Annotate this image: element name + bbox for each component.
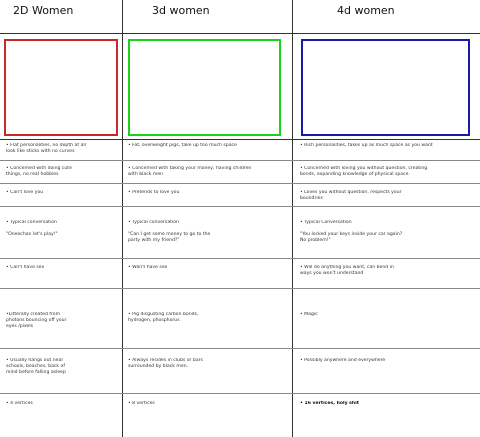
cell-line: things, no real hobbies	[6, 172, 59, 177]
cell-line: • 16 vertices, holy shit	[300, 401, 359, 406]
row-divider	[0, 160, 480, 161]
cell-sex-3d	[128, 265, 288, 271]
cell-line: • Will do anything you want, can bend in	[300, 265, 394, 270]
cell-appearance-3d	[128, 143, 288, 149]
cell-line: • Magic	[300, 312, 318, 317]
cell-line: • 4 vertices	[6, 401, 33, 406]
cell-line: • Concerned with doing cute	[6, 166, 72, 171]
cell-line: • Always resides in clubs or bars	[128, 358, 203, 363]
cell-vertices-3d	[128, 401, 288, 407]
cell-conversation-4d	[300, 220, 476, 244]
cell-line: • Fat, overweight pigs, take up too much space	[128, 143, 237, 148]
cell-origin-4d	[300, 312, 476, 318]
row-divider	[0, 393, 480, 394]
cell-line: • Possibly anywhere and everywhere	[300, 358, 386, 363]
cell-line: party with my friend?"	[128, 238, 180, 243]
cell-line: "You locked your keys inside your car again?	[300, 232, 403, 237]
cell-line: No problem!"	[300, 238, 331, 243]
picture-box-3d	[128, 39, 281, 136]
cell-location-4d	[300, 358, 476, 364]
cell-line: • Pretends to love you	[128, 190, 180, 195]
cell-line: photons bouncing off your	[6, 318, 67, 323]
cell-vertices-2d	[6, 401, 118, 407]
cell-location-3d	[128, 358, 288, 370]
cell-line: • Typical conversation	[128, 220, 179, 225]
column-divider-2	[292, 0, 293, 437]
row-divider	[0, 258, 480, 259]
cell-concerns-3d	[128, 166, 288, 178]
cell-line: eyes /pixels	[6, 324, 34, 329]
cell-concerns-2d	[6, 166, 118, 178]
row-divider	[0, 183, 480, 184]
row-divider	[0, 288, 480, 289]
cell-line: •Litterally created from	[6, 312, 61, 317]
cell-line: hydrogen, phosphorus	[128, 318, 180, 323]
cell-love-2d	[6, 190, 118, 196]
cell-line: • Won't have sex	[128, 265, 168, 270]
cell-appearance-2d	[6, 143, 118, 155]
cell-line: boundries	[300, 196, 323, 201]
cell-line: with black men	[128, 172, 164, 177]
cell-line: • Can't have sex	[6, 265, 45, 270]
cell-conversation-2d	[6, 220, 118, 238]
cell-love-4d	[300, 190, 476, 202]
cell-line: look like sticks with no curves	[6, 149, 75, 154]
cell-line: • Rich personalities, takes up as much space as you want	[300, 143, 433, 148]
box-row-divider	[0, 139, 480, 140]
cell-sex-4d	[300, 265, 476, 277]
cell-origin-3d	[128, 312, 288, 324]
cell-love-3d	[128, 190, 288, 196]
cell-line: surrounded by black men.	[128, 364, 189, 369]
cell-line: "Oneechan let's play!"	[6, 232, 58, 237]
cell-line: • Typical conversation	[6, 220, 57, 225]
cell-line: • Can't love you	[6, 190, 44, 195]
cell-line: • Concerned with taking your money, having children	[128, 166, 252, 171]
row-divider	[0, 348, 480, 349]
cell-conversation-3d	[128, 220, 288, 244]
cell-line: • Concerned with loving you without question, creating	[300, 166, 428, 171]
cell-line: • Flat personalities, no depth at all	[6, 143, 86, 148]
column-header-4d: 4d women	[337, 4, 395, 17]
cell-vertices-4d	[300, 401, 476, 407]
cell-origin-2d	[6, 312, 118, 330]
header-divider	[0, 33, 480, 34]
cell-location-2d	[6, 358, 118, 376]
cell-line: schools, beaches, back of	[6, 364, 65, 369]
column-header-3d: 3d women	[152, 4, 210, 17]
cell-line: • Usually hangs out near	[6, 358, 64, 363]
cell-line: ways you won't understand	[300, 271, 364, 276]
cell-line: mind before falling asleep	[6, 370, 66, 375]
cell-line: bonds, expanding knowledge of physical space.	[300, 172, 410, 177]
picture-box-4d	[301, 39, 470, 136]
picture-box-2d	[4, 39, 118, 136]
cell-sex-2d	[6, 265, 118, 271]
cell-line: • 8 vertices	[128, 401, 155, 406]
cell-line: "Can I get some money to go to the	[128, 232, 211, 237]
cell-appearance-4d	[300, 143, 476, 149]
column-header-2d: 2D Women	[13, 4, 74, 17]
cell-concerns-4d	[300, 166, 476, 178]
cell-line: • Typical Conversation	[300, 220, 352, 225]
cell-line: • Loves you without question, respects your	[300, 190, 402, 195]
row-divider	[0, 206, 480, 207]
column-divider-1	[122, 0, 123, 437]
cell-line: • Pig disgusting carbon bonds,	[128, 312, 199, 317]
